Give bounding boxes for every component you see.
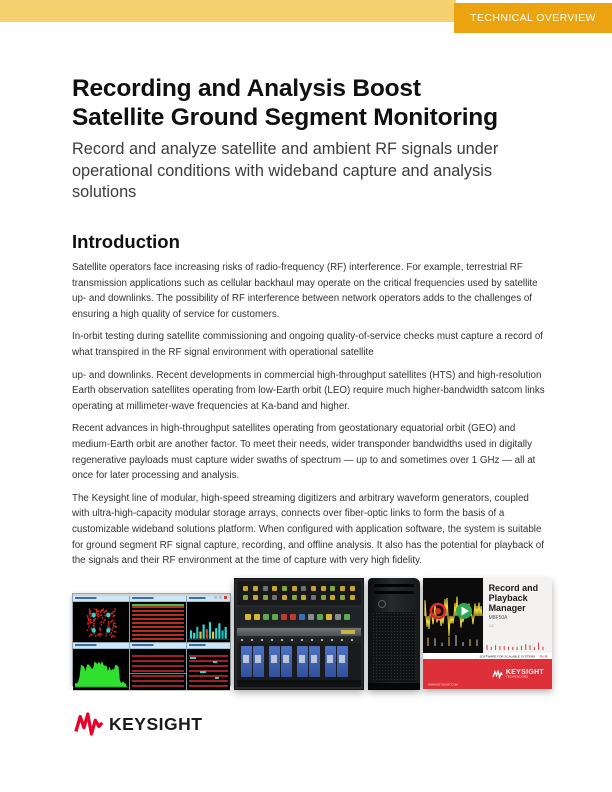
connector-icon xyxy=(282,595,287,600)
demod-data-panel xyxy=(130,596,186,642)
table-text-panel xyxy=(187,643,230,689)
connector-icon xyxy=(340,595,345,600)
card-version: 1.0 xyxy=(488,624,494,628)
page-title xyxy=(72,74,552,132)
record-playback-card xyxy=(423,578,552,689)
connector-icon xyxy=(243,586,248,591)
connector-icon xyxy=(292,586,297,591)
footer-keysight-logo xyxy=(74,711,202,737)
section-heading: Introduction xyxy=(72,231,180,252)
connector-icon xyxy=(263,614,269,620)
digitizer-module-pair xyxy=(241,646,264,677)
connector-row xyxy=(243,595,354,600)
constellation-plot xyxy=(73,602,129,642)
vsa-panel-grid xyxy=(73,596,230,690)
digitizer-module-pair xyxy=(297,646,320,677)
keysight-spark-icon xyxy=(492,669,504,679)
connector-icon xyxy=(335,614,341,620)
record-play-waveform xyxy=(423,578,483,653)
footer-brand-word: KEYSIGHT xyxy=(109,713,203,734)
connector-icon xyxy=(301,595,306,600)
colored-cap-panel xyxy=(237,607,360,626)
paragraph: Satellite operators face increasing risks of radio-frequency (RF) interference. For example, terrestrial RF transmission applications such as cellular backhaul may operate on the critical frequencies used by satellite up- and downlinks. The possibility of RF interference between network operators adds to the challenges of ensuring a high quality of service for customers. xyxy=(72,262,538,320)
digitizer-module xyxy=(269,646,280,677)
page-subtitle: Record and analyze satellite and ambient RF signals under operational conditions with wideband capture and analysis solutions xyxy=(72,140,499,201)
connector-icon xyxy=(340,586,345,591)
card-info xyxy=(483,578,552,653)
card-brand-block xyxy=(423,659,552,689)
keysight-spark-icon xyxy=(74,711,104,737)
chassis-base xyxy=(237,680,360,687)
connector-icon xyxy=(321,595,326,600)
brand-subword: TECHNOLOGIES xyxy=(505,674,529,679)
connector-icon xyxy=(317,614,323,620)
connector-icon xyxy=(263,586,268,591)
paragraph: In-orbit testing during satellite commissioning and ongoing quality-of-service checks must capture a record of what transpired in the RF signal environment with operational satellite xyxy=(72,331,544,358)
connector-icon xyxy=(243,595,248,600)
table-text-rows xyxy=(187,649,230,689)
front-mesh-grille xyxy=(372,612,416,682)
connector-icon xyxy=(263,595,268,600)
card-model: M8F50A xyxy=(488,615,508,621)
limit-line xyxy=(130,673,186,674)
caption-accent: PLUS xyxy=(539,654,548,658)
data-text-rows xyxy=(132,604,184,640)
connector-icon xyxy=(350,586,355,591)
waveform-art xyxy=(423,578,483,653)
rack-equipment-photo xyxy=(234,578,363,690)
card-title xyxy=(489,583,552,613)
digitizer-module xyxy=(309,646,320,677)
module-bay xyxy=(237,643,360,680)
card-title-line: Manager xyxy=(488,603,526,613)
digitizer-chassis xyxy=(237,638,360,687)
product-montage xyxy=(72,578,552,690)
connector-panel xyxy=(237,581,360,605)
drive-bay-slot xyxy=(374,591,414,594)
page-title-line1: Recording and Analysis Boost xyxy=(72,75,421,102)
connector-icon xyxy=(253,595,258,600)
paragraph: up- and downlinks. Recent developments in commercial high-throughput satellites (HTS) and high-resolution Earth observation satellites operating from low-Earth orbit (LEO) require much higher-bandwidth satcom links operating at millimeter-wave frequencies at Ka-band and higher. xyxy=(72,369,545,412)
digitizer-module xyxy=(253,646,264,677)
connector-icon xyxy=(321,586,326,591)
connector-row xyxy=(243,586,354,591)
workstation-tower-photo xyxy=(368,578,420,690)
spectrum-trace xyxy=(73,649,129,689)
connector-icon xyxy=(330,586,335,591)
minimize-icon xyxy=(214,596,217,599)
summary-text-rows xyxy=(132,652,184,687)
document-type-badge: TECHNICAL OVERVIEW xyxy=(470,12,596,24)
card-title-line: Record and xyxy=(488,583,539,593)
connector-icon xyxy=(299,614,305,620)
card-footnote: WWW.KEYSIGHT.COM xyxy=(427,682,458,686)
red-tick-waveform xyxy=(485,637,547,651)
digitizer-module xyxy=(337,646,348,677)
connector-icon xyxy=(292,595,297,600)
connector-icon xyxy=(272,614,278,620)
close-icon xyxy=(224,596,227,599)
connector-icon xyxy=(301,586,306,591)
connector-icon xyxy=(308,614,314,620)
page-title-line2: Satellite Ground Segment Monitoring xyxy=(72,104,498,131)
vsa-software-screenshot xyxy=(72,593,231,686)
vendor-logo-icon xyxy=(378,600,386,608)
error-bars-panel xyxy=(187,596,230,642)
connector-icon xyxy=(245,614,251,620)
bar-graph xyxy=(187,602,230,642)
drive-bay-slot xyxy=(374,584,414,587)
intro-paragraphs xyxy=(72,260,548,576)
connector-icon xyxy=(330,595,335,600)
connector-icon xyxy=(253,586,258,591)
digitizer-module-pair xyxy=(325,646,348,677)
maximize-icon xyxy=(219,596,222,599)
constellation-panel xyxy=(73,596,129,642)
digitizer-module xyxy=(281,646,292,677)
paragraph: The Keysight line of modular, high-speed streaming digitizers and arbitrary waveform generators, coupled with ultra-high-capacity modular storage arrays, connects over fiber-optic links to form the basis of a customizable wideband solutions platform. When configured with application software, the system is suitable for ground segment RF signal capture, recording, and offline analysis. It also has the potential for playback of the signals and their RF environment at the time of capture with very high fidelity. xyxy=(72,492,544,567)
connector-icon xyxy=(326,614,332,620)
connector-icon xyxy=(290,614,296,620)
digitizer-module xyxy=(241,646,252,677)
header-band-dark xyxy=(454,3,612,33)
paragraph: Recent advances in high-throughput satellites operating from geostationary equatorial orbit (GEO) and medium-Earth orbit are another factor. To meet their needs, wider transponder bandwidths used in digitally regenerative payloads must capture wider swaths of spectrum — up to and sometimes over 1 GHz — all at once for later processing and analysis. xyxy=(72,423,536,482)
brand-word: KEYSIGHT xyxy=(505,668,544,676)
digitizer-module xyxy=(297,646,308,677)
connector-icon xyxy=(344,614,350,620)
spectrum-panel xyxy=(73,643,129,689)
server-unit xyxy=(237,628,360,636)
connector-icon xyxy=(282,586,287,591)
header-band-light xyxy=(0,0,456,22)
connector-icon xyxy=(311,586,316,591)
digitizer-module xyxy=(325,646,336,677)
connector-icon xyxy=(254,614,260,620)
connector-icon xyxy=(350,595,355,600)
connector-icon xyxy=(281,614,287,620)
card-title-line: Playback xyxy=(488,593,528,603)
digitizer-module-pair xyxy=(269,646,292,677)
tower-base xyxy=(368,683,420,690)
connector-icon xyxy=(272,586,277,591)
keysight-logo xyxy=(492,669,544,680)
summary-text-panel xyxy=(130,643,186,689)
vsa-statusbar xyxy=(73,690,230,691)
connector-icon xyxy=(311,595,316,600)
connector-icon xyxy=(272,595,277,600)
caption-text: SOFTWARE FOR SCALABLE SYSTEMS xyxy=(479,654,536,658)
